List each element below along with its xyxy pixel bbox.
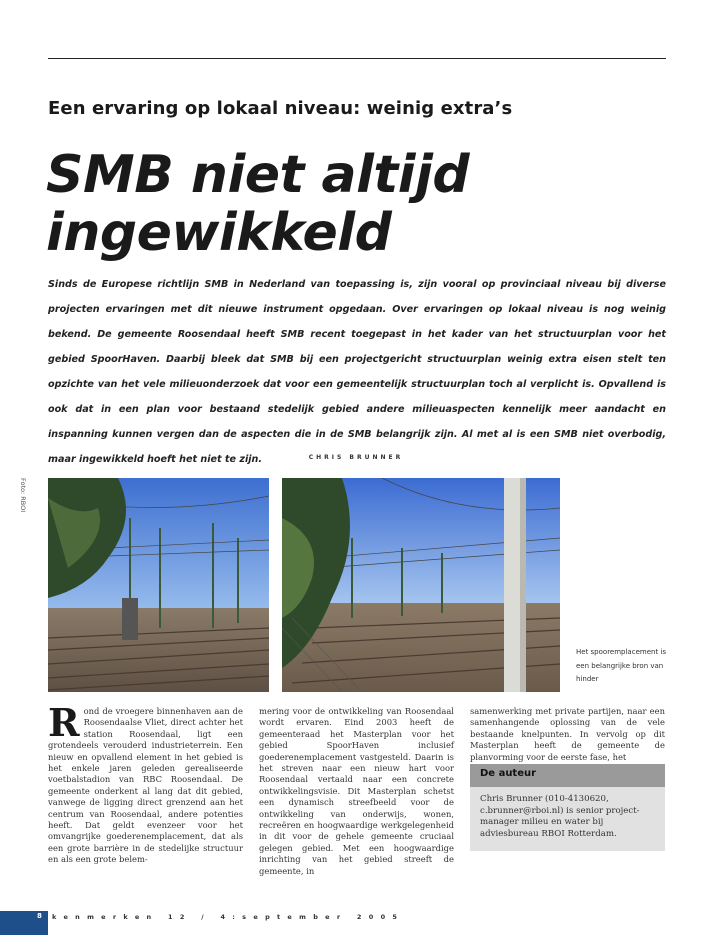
author-box <box>470 764 665 851</box>
body-column-3: samenwerking met private partijen, naar een samenhangende oplossing van de vele bestaande knelpunten. In vervolg op dit Masterplan heeft de gemeente de planvorming voor de eerste fase, het <box>470 706 665 762</box>
rail-yard-photo-2 <box>282 478 560 692</box>
title-line-1: SMB niet altijd <box>46 145 470 205</box>
article-author: CHRIS BRUNNER <box>308 454 404 461</box>
page-number: 8 <box>37 912 42 920</box>
author-box-body: Chris Brunner (010-4130620, c.brunner@rboi.nl) is senior project-manager milieu en water bij adviesbureau RBOI Rotterdam. <box>480 794 640 839</box>
article-title <box>46 146 469 262</box>
article-kicker: Een ervaring op lokaal niveau: weinig extra’s <box>48 98 513 119</box>
rail-yard-photo-1 <box>48 478 269 692</box>
photo-caption: Het spooremplacement is een belangrijke bron van hinder <box>576 648 667 683</box>
body-column-1-text: ond de vroegere binnenhaven aan de Roosendaalse Vliet, direct achter het station Roosendaal, ligt een grotendeels verouderd industrieterrein. Een nieuw en opvallend element in het gebied is het enkele jaren geleden gerealiseerde voetbalstadion van RBC Roosendaal. De gemeente onderkent al lang dat dit gebied, vanwege de ligging direct grenzend aan het centrum van Roosendaal, andere potenties heeft. Dat geldt evenzeer voor het omvangrijke goederenemplacement, dat als een grote barrière in de stedelijke structuur en als een grote belem- <box>48 706 243 865</box>
article-lead: Sinds de Europese richtlijn SMB in Nederland van toepassing is, zijn vooral op provinciaal niveau bij diverse projecten ervaringen met dit nieuwe instrument opgedaan. Over ervaringen op lokaal niveau is nog weinig bekend. De gemeente Roosendaal heeft SMB recent toegepast in het kader van het structuurplan voor het gebied SpoorHaven. Daarbij bleek dat SMB bij een projectgericht structuurplan weinig extra eisen stelt ten opzichte van het vele milieuonderzoek dat voor een gemeentelijk structuurplan toch al verplicht is. Opvallend is ook dat in een plan voor bestaand stedelijk gebied andere milieuaspecten kennelijk meer aandacht en inspanning kunnen vergen dan de aspecten die in de SMB belangrijk zijn. Al met al is een SMB niet overbodig, maar ingewikkeld hoeft het niet te zijn. <box>48 279 666 465</box>
body-column-1 <box>48 700 243 866</box>
drop-cap: R <box>48 700 80 745</box>
top-rule <box>48 58 666 59</box>
body-column-2: mering voor de ontwikkeling van Roosendaal wordt ervaren. Eind 2003 heeft de gemeenteraad het Masterplan voor het gebied SpoorHaven inclusief goederenemplacement vastgesteld. Daarin is het streven naar een nieuw hart voor Roosendaal vertaald naar een concrete ontwikkelingsvisie. Dit Masterplan schetst een dynamisch streefbeeld voor de ontwikkeling van onderwijs, wonen, recreëren en hoogwaardige werkgelegenheid in dit voor de gehele gemeente cruciaal gelegen gebied. Met een hoogwaardige inrichting van het gebied streeft de gemeente, in <box>259 706 454 876</box>
photo-credit: Foto: RBOI <box>19 478 27 513</box>
author-box-heading: De auteur <box>470 764 665 787</box>
footer-issue-line: kenmerken 12 / 4:september 2005 <box>52 913 405 921</box>
title-line-2: ingewikkeld <box>46 203 392 263</box>
